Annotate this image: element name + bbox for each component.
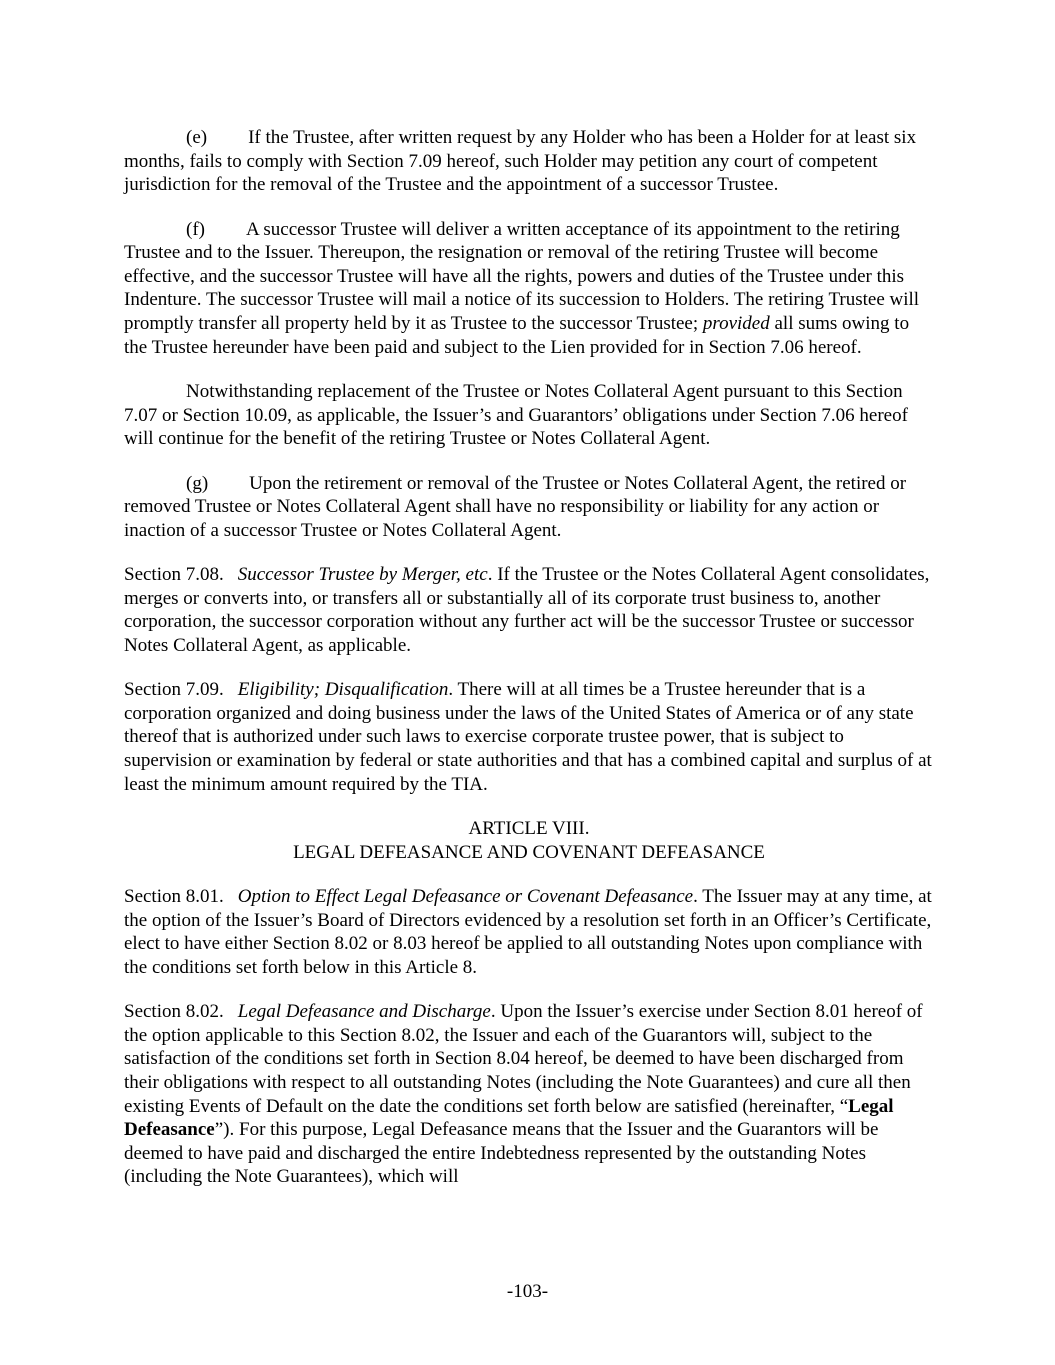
paragraph-notwithstanding — [124, 380, 934, 451]
paragraph-f — [124, 218, 934, 360]
section-8-01-title: Option to Effect Legal Defeasance or Covenant Defeasance — [237, 886, 694, 908]
page-number: -103- — [506, 1281, 549, 1302]
section-8-01-text: . The Issuer may at any time, at the option of the Issuer’s Board of Directors evidenced by a resolution set forth in an Officer’s Certificate, elect to have either Section 8.02 or 8.03 hereof be applied to all outstanding Notes upon compliance with the conditions set forth below in this Article 8. — [124, 886, 932, 978]
paragraph-g-text: Upon the retirement or removal of the Trustee or Notes Collateral Agent, the retired or removed Trustee or Notes Collateral Agent shall have no responsibility or liability for any action or inaction of a successor Trustee or Notes Collateral Agent. — [124, 472, 907, 541]
section-7-09-number: Section 7.09. — [124, 679, 224, 701]
section-7-08 — [124, 563, 934, 657]
section-8-02-title: Legal Defeasance and Discharge — [237, 1001, 491, 1023]
paragraph-f-label: (f) — [186, 218, 205, 240]
article-title: LEGAL DEFEASANCE AND COVENANT DEFEASANCE — [293, 841, 765, 863]
section-8-01-number: Section 8.01. — [124, 886, 224, 908]
paragraph-notwithstanding-text: Notwithstanding replacement of the Trustee or Notes Collateral Agent pursuant to this Section 7.07 or Section 10.09, as applicable, the Issuer’s and Guarantors’ obligations under Section 7.06 hereof will continue for the benefit of the retiring Trustee or Notes Collateral Agent. — [124, 380, 908, 450]
section-8-02 — [124, 1000, 934, 1189]
section-7-08-text: . If the Trustee or the Notes Collateral Agent consolidates, merges or converts into, or transfers all or substantially all of its corporate trust business to, another corporation, the successor corporation without any further act will be the successor Trustee or successor Notes Collateral Agent, as applicable. — [124, 564, 930, 656]
paragraph-f-italic: provided — [702, 312, 770, 334]
section-7-09-title: Eligibility; Disqualification — [237, 679, 449, 701]
paragraph-g — [124, 472, 934, 543]
section-8-02-defined-term: Legal Defeasance — [124, 1095, 894, 1141]
section-8-02-number: Section 8.02. — [124, 1001, 224, 1023]
article-heading-block — [124, 817, 934, 864]
paragraph-f-text-before: A successor Trustee will deliver a written acceptance of its appointment to the retiring Trustee and to the Issuer. Thereupon, the resignation or removal of the retiring Trustee will become effective, and the successor Trustee will have all the rights, powers and duties of the Trustee under this Indenture. The successor Trustee will mail a notice of its succession to Holders. The retiring Trustee will promptly transfer all property held by it as Trustee to the successor Trustee; — [124, 218, 920, 334]
paragraph-g-label: (g) — [186, 472, 209, 494]
section-8-01 — [124, 885, 934, 979]
paragraph-e — [124, 126, 934, 197]
section-7-09 — [124, 678, 934, 796]
article-number: ARTICLE VIII. — [468, 818, 590, 840]
section-7-08-title: Successor Trustee by Merger, etc — [237, 564, 488, 586]
section-7-08-number: Section 7.08. — [124, 564, 224, 586]
section-8-02-text-after: ”). For this purpose, Legal Defeasance means that the Issuer and the Guarantors will be deemed to have paid and discharged the entire Indebtedness represented by the outstanding Notes (including the Note Guarantees), which will — [124, 1119, 879, 1188]
paragraph-e-label: (e) — [186, 127, 208, 148]
paragraph-f-text-after: all sums owing to the Trustee hereunder have been paid and subject to the Lien provided for in Section 7.06 hereof. — [124, 312, 910, 358]
section-8-02-text-before: . Upon the Issuer’s exercise under Section 8.01 hereof of the option applicable to this Section 8.02, the Issuer and each of the Guarantors will, subject to the satisfaction of the conditions set forth in Section 8.04 hereof, be deemed to have been discharged from their obligations with respect to all outstanding Notes (including the Note Guarantees) and cure all then existing Events of Default on the date the conditions set forth below are satisfied (hereinafter, “ — [124, 1001, 923, 1117]
section-7-09-text: . There will at all times be a Trustee hereunder that is a corporation organized and doing business under the laws of the United States of America or of any state thereof that is authorized under such laws to exercise corporate trustee power, that is subject to supervision or examination by federal or state authorities and that has a combined capital and surplus of at least the minimum amount required by the TIA. — [124, 679, 932, 795]
paragraph-e-text: If the Trustee, after written request by any Holder who has been a Holder for at least six months, fails to comply with Section 7.09 hereof, such Holder may petition any court of competent jurisdiction for the removal of the Trustee and the appointment of a successor Trustee. — [124, 127, 917, 196]
page-body — [124, 126, 934, 1210]
